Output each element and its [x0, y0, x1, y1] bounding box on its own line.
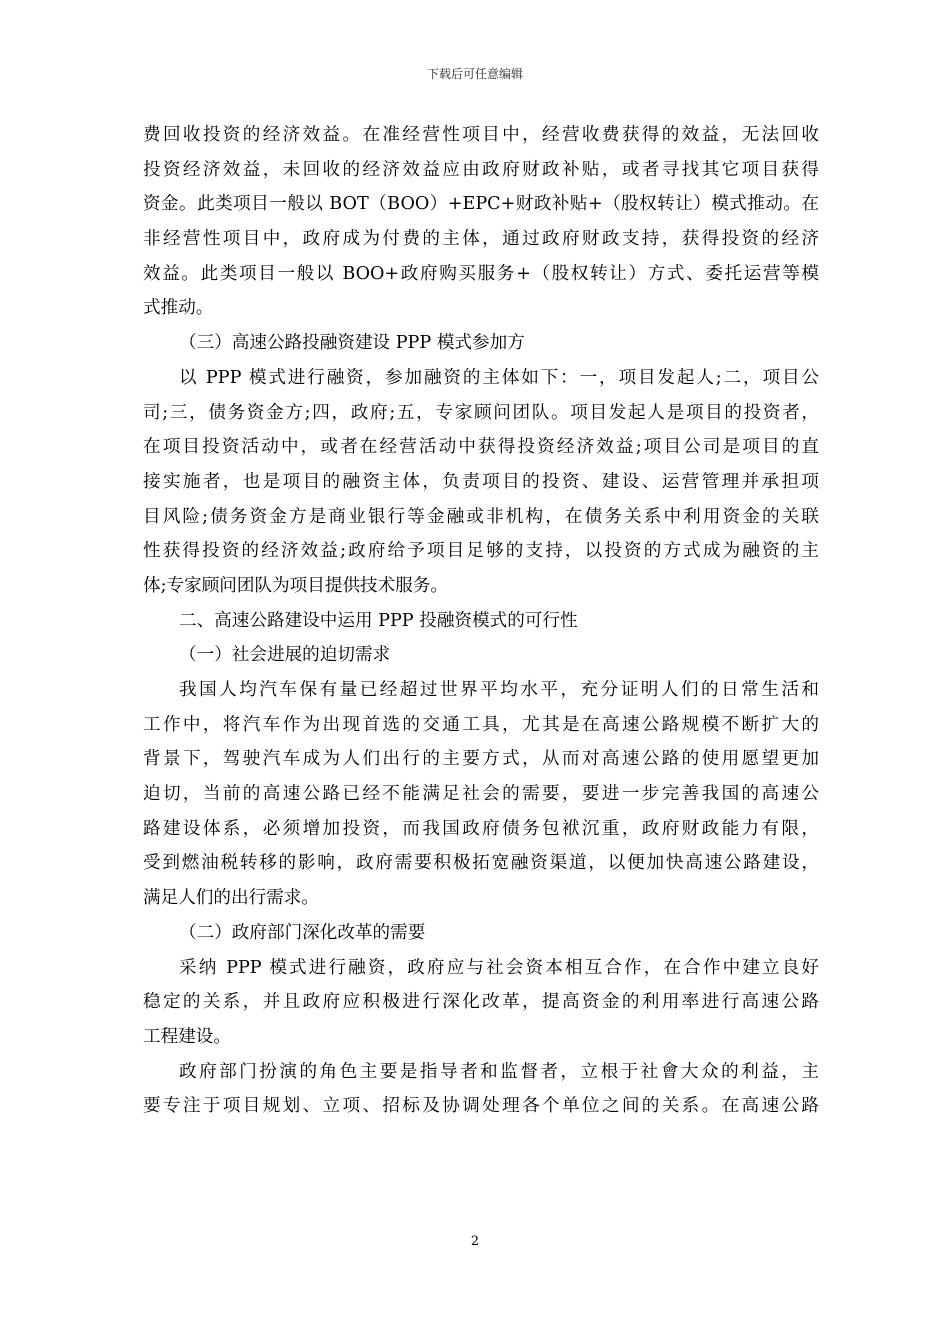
text-line: 政府部门扮演的角色主要是指导者和监督者，立根于社會大众的利益，主	[179, 1061, 819, 1082]
text-line: 工程建设。	[143, 1026, 231, 1047]
text-line: 非经营性项目中，政府成为付费的主体，通过政府财政支持，获得投资的经济	[143, 229, 819, 250]
text-line: 投资经济效益，未回收的经济效益应由政府财政补贴，或者寻找其它项目获得	[143, 159, 819, 180]
text-line: 稳定的关系，并且政府应积极进行深化改革，提高资金的利用率进行高速公路	[143, 992, 819, 1013]
section-heading: （二）政府部门深化改革的需要	[179, 922, 426, 943]
document-body	[143, 118, 819, 1124]
text-line: 在项目投资活动中，或者在经营活动中获得投资经济效益;项目公司是项目的直	[143, 437, 819, 458]
section-heading: （三）高速公路投融资建设 PPP 模式参加方	[179, 333, 525, 354]
text-line: 接实施者，也是项目的融资主体，负责项目的投资、建设、运营管理并承担项	[143, 471, 819, 492]
text-line: 性获得投资的经济效益;政府给予项目足够的支持，以投资的方式成为融资的主	[143, 541, 819, 562]
text-line: 采纳 PPP 模式进行融资，政府应与社会资本相互合作，在合作中建立良好	[179, 957, 819, 978]
text-line: 司;三，债务资金方;四，政府;五，专家顾问团队。项目发起人是项目的投资者，	[143, 402, 819, 423]
text-line: 工作中，将汽车作为出现首选的交通工具，尤其是在高速公路规模不断扩大的	[143, 714, 819, 735]
text-line: 要专注于项目规划、立项、招标及协调处理各个单位之间的关系。在高速公路	[143, 1096, 819, 1117]
text-line: 效益。此类项目一般以 BOO+政府购买服务+（股权转让）方式、委托运营等模	[143, 263, 819, 284]
text-line: 式推动。	[143, 298, 214, 319]
text-line: 背景下，驾驶汽车成为人们出行的主要方式，从而对高速公路的使用愿望更加	[143, 749, 819, 770]
text-line: 资金。此类项目一般以 BOT（BOO）+EPC+财政补贴+（股权转让）模式推动。在	[143, 194, 819, 215]
section-heading: 二、高速公路建设中运用 PPP 投融资模式的可行性	[179, 610, 578, 631]
page-header: 下载后可任意编辑	[426, 67, 523, 81]
text-line: 以 PPP 模式进行融资，参加融资的主体如下：一，项目发起人;二，项目公	[179, 367, 819, 388]
text-line: 费回收投资的经济效益。在准经营性项目中，经营收费获得的效益，无法回收	[143, 125, 819, 145]
text-line: 路建设体系，必须增加投资，而我国政府债务包袱沉重，政府财政能力有限，	[143, 818, 819, 839]
text-line: 我国人均汽车保有量已经超过世界平均水平，充分证明人们的日常生活和	[179, 680, 819, 700]
text-line: 目风险;债务资金方是商业银行等金融或非机构，在债务关系中利用资金的关联	[143, 506, 819, 527]
text-line: 迫切，当前的高速公路已经不能满足社会的需要，要进一步完善我国的高速公	[143, 784, 819, 805]
section-heading: （一）社会进展的迫切需求	[179, 645, 391, 666]
text-line: 体;专家顾问团队为项目提供技术服务。	[143, 575, 449, 596]
text-line: 受到燃油税转移的影响，政府需要积极拓宽融资渠道，以便加快高速公路建设，	[143, 853, 819, 874]
text-line: 满足人们的出行需求。	[143, 888, 319, 909]
page-number: 2	[470, 1234, 480, 1249]
